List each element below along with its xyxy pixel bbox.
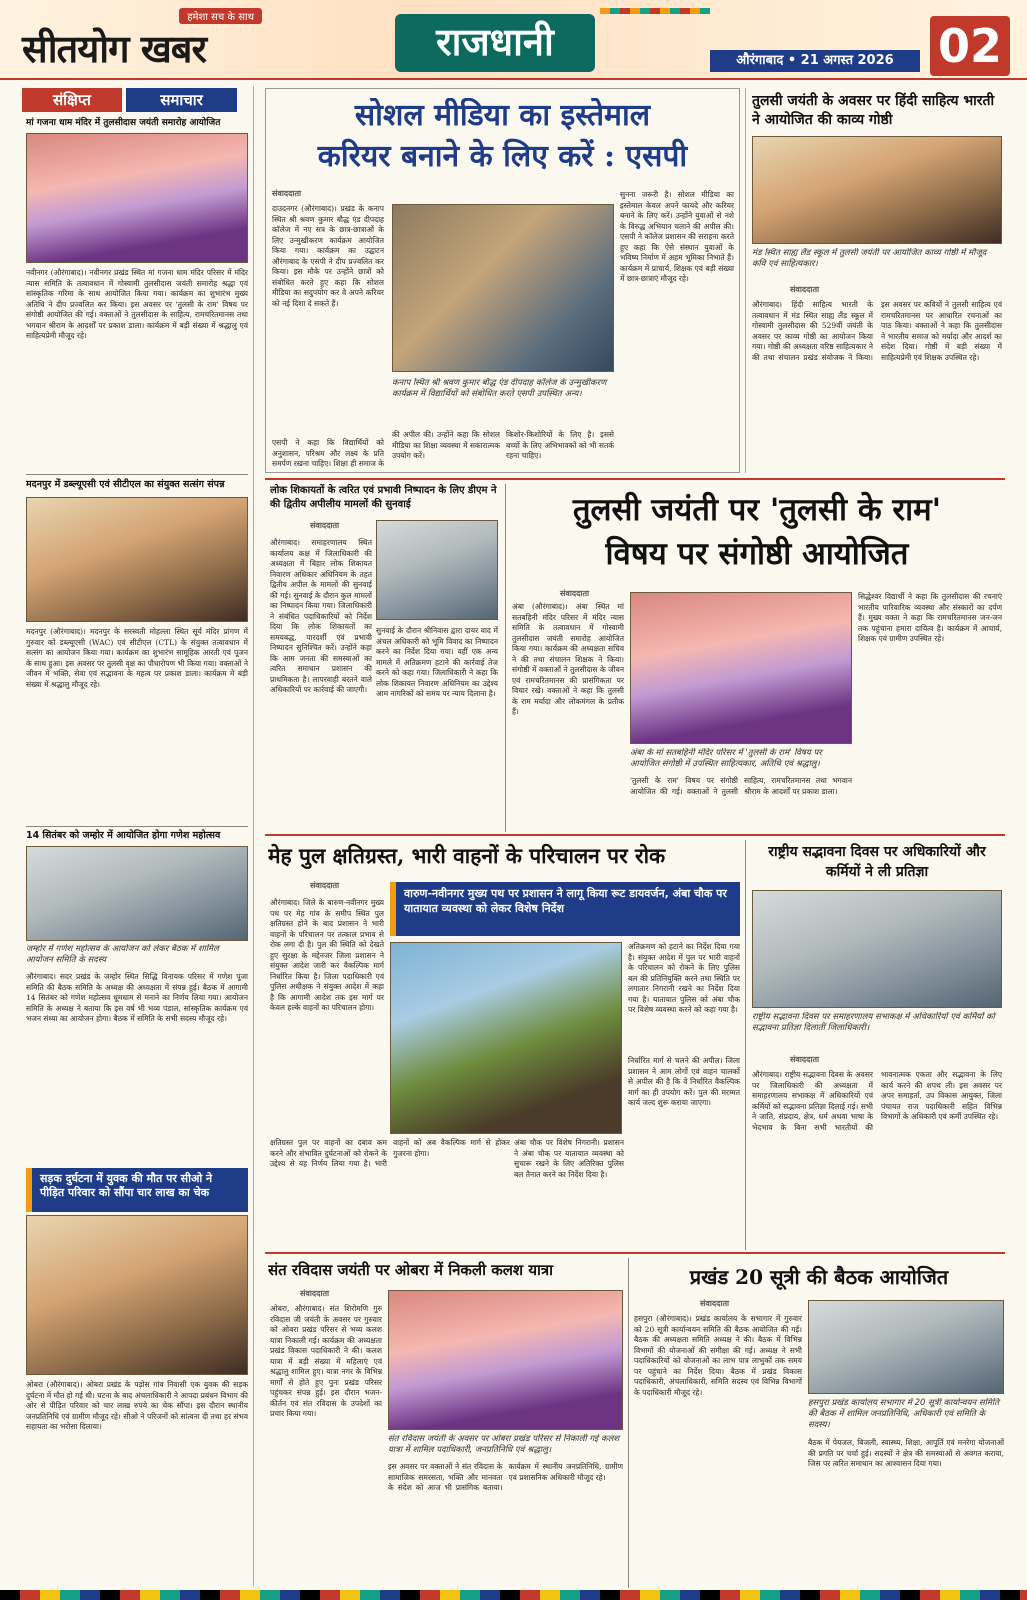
bridge-body-below2: अंबा चौक पर विशेष निगरानी। प्रशासन ने अंबा चौक पर यातायात व्यवस्था को सुचारू रखने के लिए अतिरिक्त पुलिस बल तैनात करने का निर्देश दिया है।	[514, 1138, 624, 1179]
sutri-photo	[808, 1300, 1004, 1394]
sutri-byline: संवाददाता	[700, 1299, 730, 1308]
sutri-headline: प्रखंड 20 सूत्री की बैठक आयोजित	[689, 1265, 949, 1289]
left-story3-headline: 14 सितंबर को जम्होर में आयोजित होगा गणेश महोत्सव	[26, 830, 221, 841]
sadbhav-photo	[752, 890, 1002, 1008]
ravidas-headline: संत रविदास जयंती पर ओबरा में निकली कलश यात्रा	[268, 1261, 554, 1279]
left-story2-photo	[26, 497, 248, 622]
tulsi-caption: अंबा के मां सतबहिनी मंदिर परिसर में 'तुलसी के राम' विषय पर आयोजित संगोष्ठी में उपस्थित साहित्यकार, अतिथि एवं श्रद्धालु।	[630, 748, 822, 769]
page-dateline: औरंगाबाद • 21 अगस्त 2026	[710, 50, 920, 72]
left-story4-photo	[26, 1215, 248, 1375]
kavya-headline: तुलसी जयंती के अवसर पर हिंदी साहित्य भारती ने आयोजित की काव्य गोष्ठी	[752, 93, 995, 128]
bridge-photo	[390, 942, 622, 1134]
section-divider	[265, 1252, 1005, 1254]
tulsi-byline: संवाददाता	[560, 589, 590, 598]
kavya-body: औरंगाबाद। हिंदी साहित्य भारती के तत्वावधान में मंड स्थित साह्य लैंड स्कूल में गोस्वामी तुलसीदास की 529वीं जयंती के अवसर पर काव्य गोष्ठी का आयोजन किया गया। गोष्ठी की अध्यक्षता वरिष्ठ साहित्यकार ने की तथा संचालन प्रखंड संयोजक ने किया। इस अवसर पर कवियों ने तुलसी साहित्य एवं रामचरितमानस पर आधारित रचनाओं का पाठ किया। वक्ताओं ने कहा कि तुलसीदास ने भारतीय समाज को मर्यादा और आदर्श का संदेश दिया। गोष्ठी में बड़ी संख्या में साहित्यप्रेमी एवं शिक्षक उपस्थित रहे।	[752, 300, 1002, 362]
tulsi-body-col3: सिद्धेश्वर विद्यार्थी ने कहा कि तुलसीदास की रचनाएं भारतीय पारिवारिक व्यवस्था और संस्कारों का दर्पण हैं। मुख्य वक्ता ने कहा कि रामचरितमानस जन-जन तक पहुंचाना हमारा दायित्व है। कार्यक्रम में आचार्य, शिक्षक एवं ग्रामीण उपस्थित रहे।	[858, 592, 1002, 643]
left-story2-headline: मदनपुर में डब्ल्यूएसी एवं सीटीएल का संयुक्त सत्संग संपन्न	[26, 479, 225, 490]
lead-photo-caption: कनाप स्थित श्री श्रवण कुमार बौद्ध एंड दीपदाह कॉलेज के उन्मुखीकरण कार्यक्रम में विद्यार्थियों को संबोधित करते एसपी उपस्थित अन्य।	[392, 378, 607, 399]
column-divider	[745, 840, 746, 1250]
kavya-caption: मंड स्थित साह्य लैंड स्कूल में तुलसी जयंती पर आयोजित काव्य गोष्ठी में मौजूद कवि एवं साहित्यकार।	[752, 248, 987, 269]
divider	[26, 826, 248, 827]
bridge-headline: मेह पुल क्षतिग्रस्त, भारी वाहनों के परिचालन पर रोक	[268, 843, 666, 868]
ravidas-caption: संत रविदास जयंती के अवसर पर ओबरा प्रखंड परिसर से निकाली गई कलश यात्रा में शामिल पदाधिकारी, जनप्रतिनिधि एवं श्रद्धालु।	[388, 1434, 620, 1455]
sadbhav-byline: संवाददाता	[790, 1055, 820, 1064]
section-divider	[265, 834, 1005, 836]
lead-byline: संवाददाता	[272, 189, 302, 198]
bridge-body-col1: औरंगाबाद। जिले के बारुण-नवीनगर मुख्य पथ पर मेह गांव के समीप स्थित पुल क्षतिग्रस्त होने के बाद प्रशासन ने भारी वाहनों के परिचालन पर तत्काल प्रभाव से रोक लगा दी है। पुल की स्थिति को देखते हुए सुरक्षा के मद्देनजर जिला प्रशासन ने संयुक्त आदेश जारी कर वैकल्पिक मार्ग निर्धारित किया है। जिला पदाधिकारी एवं पुलिस अधीक्षक ने संयुक्त आदेश में कहा है कि आगामी आदेश तक इस मार्ग पर केवल हल्के वाहनों का परिचालन होगा।	[270, 898, 384, 1012]
lead-body-col3: सुनना जरूरी है। सोशल मीडिया का इस्तेमाल केवल अपने फायदे और करियर बनाने के लिए करें। उन्होंने युवाओं से नशे के विरुद्ध अभियान चलाने की अपील की। एसपी ने कॉलेज प्रशासन की सराहना करते हुए कहा कि ऐसे संस्थान युवाओं के भविष्य निर्माण में अहम भूमिका निभाते हैं। कार्यक्रम में प्राचार्य, शिक्षक एवं बड़ी संख्या में छात्र-छात्राएं मौजूद रहे।	[620, 190, 734, 283]
tulsi-photo	[630, 592, 852, 744]
left-story1-photo	[26, 133, 248, 263]
ravidas-body-col1: ओबरा, औरंगाबाद। संत शिरोमणि गुरु रविदास जी जयंती के अवसर पर गुरुवार को ओबरा प्रखंड परिसर से भव्य कलश यात्रा निकाली गई। कार्यक्रम की अध्यक्षता प्रखंड विकास पदाधिकारी ने की। कलश यात्रा में बड़ी संख्या में महिलाएं एवं श्रद्धालु शामिल हुए। यात्रा नगर के विभिन्न मार्गों से होते हुए पुनः प्रखंड परिसर पहुंचकर संपन्न हुई। इस दौरान भजन-कीर्तन एवं संत रविदास के उपदेशों का प्रचार किया गया।	[270, 1304, 382, 1418]
sutri-body: हसपुरा (औरंगाबाद)। प्रखंड कार्यालय के सभागार में गुरुवार को 20 सूत्री कार्यान्वयन समिति की बैठक आयोजित की गई। बैठक की अध्यक्षता समिति अध्यक्ष ने की। बैठक में विभिन्न विभागों की योजनाओं की समीक्षा की गई। अध्यक्ष ने सभी पदाधिकारियों को योजनाओं का लाभ पात्र लाभुकों तक समय पर पहुंचाने का निर्देश दिया। बैठक में प्रखंड विकास पदाधिकारी, अंचलाधिकारी, समिति सदस्य एवं विभिन्न विभागों के पदाधिकारी मौजूद रहे।	[634, 1314, 802, 1397]
ravidas-photo	[388, 1290, 623, 1430]
section-divider	[265, 478, 1005, 480]
lead-headline-line2: करियर बनाने के लिए करें : एसपी	[317, 139, 688, 174]
sadbhav-caption: राष्ट्रीय सद्भावना दिवस पर समाहरणालय सभाकक्ष में अधिकारियों एवं कर्मियों को सद्भावना प्रतिज्ञा दिलातीं जिलाधिकारी।	[752, 1012, 995, 1033]
lok-body2: सुनवाई के दौरान श्रीनिवास द्वारा दायर वाद में अंचल अधिकारी को भूमि विवाद का निष्पादन करने का निर्देश दिया गया। वहीं एक अन्य मामले में अतिक्रमण हटाने की कार्रवाई तेज करने को कहा गया। जिलाधिकारी ने कहा कि लोक शिकायत निवारण अधिनियम का उद्देश्य आम नागरिकों को समय पर न्याय दिलाना है।	[376, 626, 498, 698]
sutri-caption: हसपुरा प्रखंड कार्यालय सभागार में 20 सूत्री कार्यान्वयन समिति की बैठक में शामिल जनप्रतिनिधि, अधिकारी एवं समिति के सदस्य।	[808, 1398, 1000, 1430]
left-story1-headline: मां गजना धाम मंदिर में तुलसीदास जयंती समारोह आयोजित	[26, 118, 221, 128]
lok-body: औरंगाबाद। समाहरणालय स्थित कार्यालय कक्ष में जिलाधिकारी की अध्यक्षता में बिहार लोक शिकायत निवारण अधिकार अधिनियम के तहत द्वितीय अपील के मामलों की सुनवाई की गई। सुनवाई के दौरान कुल मामलों का निष्पादन किया गया। जिलाधिकारी ने संबंधित पदाधिकारियों को निर्देश दिया कि लोक शिकायतों का समयबद्ध, पारदर्शी एवं प्रभावी निष्पादन सुनिश्चित करें। उन्होंने कहा कि आम जनता की समस्याओं का त्वरित समाधान प्रशासन की प्राथमिकता है। लापरवाही बरतने वाले अधिकारियों पर कार्रवाई की जाएगी।	[270, 538, 372, 694]
sutri-body2: बैठक में पेयजल, बिजली, स्वास्थ्य, शिक्षा, आपूर्ति एवं मनरेगा योजनाओं की प्रगति पर चर्चा हुई। सदस्यों ने क्षेत्र की समस्याओं से अवगत कराया, जिस पर त्वरित समाधान का आश्वासन दिया गया।	[808, 1438, 1004, 1468]
brand-tagline: हमेशा सच के साथ	[179, 8, 262, 24]
lead-body-below-left: की अपील की। उन्होंने कहा कि सोशल मीडिया का शिक्षा व्यवस्था में सकारात्मक उपयोग करें।	[392, 430, 500, 460]
tulsi-headline-line1: तुलसी जयंती पर 'तुलसी के राम'	[572, 492, 942, 528]
bridge-body-col3: अतिक्रमण को हटाने का निर्देश दिया गया है। संयुक्त आदेश में पुल पर भारी वाहनों के परिचालन को रोकने के लिए पुलिस बल की प्रतिनियुक्ति करने तथा स्थिति पर लगातार निगरानी रखने का निर्देश दिया गया है। यातायात पुलिस को अंबा चौक पर विशेष व्यवस्था करने को कहा गया है।	[628, 942, 740, 1014]
lead-body-below-right: किशोर-किशोरियों के लिए है। इससे बच्चों के लिए अभिभावकों को भी सतर्क रहना चाहिए।	[506, 430, 614, 460]
page-number: 02	[930, 16, 1010, 76]
column-divider	[628, 1258, 629, 1588]
kavya-byline: संवाददाता	[790, 285, 820, 294]
lead-headline-line1: सोशल मीडिया का इस्तेमाल	[354, 98, 651, 133]
left-story4-body: ओबरा (औरंगाबाद)। ओबरा प्रखंड के पड़ोस गांव निवासी एक युवक की सड़क दुर्घटना में मौत हो गई थी। घटना के बाद अंचलाधिकारी ने आपदा प्रबंधन विभाग की ओर से पीड़ित परिवार को चार लाख रुपये का चेक सौंपा। इस दौरान स्थानीय जनप्रतिनिधि एवं ग्रामीण मौजूद रहे। सीओ ने परिजनों को सांत्वना दी तथा हर संभव सहायता का भरोसा दिलाया।	[26, 1380, 248, 1431]
left-story3-photo	[26, 846, 248, 941]
lead-photo	[392, 204, 614, 372]
lok-photo	[376, 520, 498, 620]
left-story4-headline: सड़क दुर्घटना में युवक की मौत पर सीओ ने पीड़ित परिवार को सौंपा चार लाख का चेक	[26, 1168, 248, 1212]
tulsi-body-below: 'तुलसी के राम' विषय पर संगोष्ठी आयोजित की गई। वक्ताओं ने तुलसी साहित्य, रामचरितमानस तथा भगवान श्रीराम के आदर्शों पर प्रकाश डाला।	[630, 776, 852, 796]
footer-color-strip	[0, 1590, 1027, 1600]
bridge-deck: वारुण-नवीनगर मुख्य पथ पर प्रशासन ने लागू किया रूट डायवर्जन, अंबा चौक पर यातायात व्यवस्था को लेकर विशेष निर्देश	[390, 882, 740, 936]
ravidas-body-below: इस अवसर पर वक्ताओं ने संत रविदास के सामाजिक समरसता, भक्ति और मानवता के संदेश को आज भी प्रासंगिक बताया। कार्यक्रम में स्थानीय जनप्रतिनिधि, ग्रामीण एवं प्रशासनिक अधिकारी मौजूद रहे।	[388, 1462, 623, 1492]
bridge-byline: संवाददाता	[310, 881, 340, 890]
bridge-body-col3b: निर्धारित मार्ग से चलने की अपील। जिला प्रशासन ने आम लोगों एवं वाहन चालकों से अपील की है कि वे निर्धारित वैकल्पिक मार्ग का ही उपयोग करें। पुल की मरम्मत कार्य जल्द शुरू कराया जाएगा।	[628, 1056, 740, 1107]
brand-name: सीतयोग खबर	[22, 26, 207, 71]
column-divider	[505, 484, 506, 832]
bridge-body-below: क्षतिग्रस्त पुल पर वाहनों का दबाव कम करने और संभावित दुर्घटनाओं को रोकने के उद्देश्य से यह निर्णय लिया गया है। भारी वाहनों को अब वैकल्पिक मार्ग से होकर गुजरना होगा।	[270, 1138, 510, 1168]
decorative-strip	[600, 8, 710, 14]
sadbhav-body: औरंगाबाद। राष्ट्रीय सद्भावना दिवस के अवसर पर जिलाधिकारी की अध्यक्षता में समाहरणालय सभाकक्ष में अधिकारियों एवं कर्मियों को सद्भावना प्रतिज्ञा दिलाई गई। सभी ने जाति, संप्रदाय, क्षेत्र, धर्म अथवा भाषा के भेदभाव के बिना सभी भारतीयों की भावनात्मक एकता और सद्भावना के लिए कार्य करने की शपथ ली। इस अवसर पर अपर समाहर्ता, उप विकास आयुक्त, जिला पंचायत राज पदाधिकारी सहित विभिन्न विभागों के अधिकारी एवं कर्मी उपस्थित रहे।	[752, 1070, 1002, 1132]
brand-logo	[22, 8, 262, 74]
section-title: राजधानी	[395, 14, 595, 72]
lead-body-col1: दाउदनगर (औरंगाबाद)। प्रखंड के कनाप स्थित श्री श्रवण कुमार बौद्ध एंड दीपदाह कॉलेज में नए सत्र के छात्र-छात्राओं के लिए उन्मुखीकरण कार्यक्रम आयोजित किया गया। कार्यक्रम का उद्घाटन औरंगाबाद के एसपी ने दीप प्रज्वलित कर किया। इस मौके पर उन्होंने छात्रों को संबोधित करते हुए कहा कि सोशल मीडिया का सदुपयोग कर वे अपने करियर को नई दिशा दे सकते हैं।	[272, 204, 384, 308]
left-story3-body: औरंगाबाद। सदर प्रखंड के जम्होर स्थित सिद्धि विनायक परिसर में गणेश पूजा समिति की बैठक समिति के अध्यक्ष की अध्यक्षता में संपन्न हुई। बैठक में आगामी 14 सितंबर को गणेश महोत्सव धूमधाम से मनाने का निर्णय लिया गया। आयोजन समिति के अध्यक्ष ने बताया कि इस वर्ष भी भव्य पंडाल, सांस्कृतिक कार्यक्रम एवं भजन संध्या का आयोजन होगा। बैठक में समिति के सभी सदस्य मौजूद रहे।	[26, 972, 248, 1023]
kavya-photo	[752, 136, 1002, 244]
lok-byline: संवाददाता	[310, 521, 340, 530]
left-story1-body: नवीनगर (औरंगाबाद)। नवीनगर प्रखंड स्थित मां गजना धाम मंदिर परिसर में मंदिर न्यास समिति के तत्वावधान में गोस्वामी तुलसीदास जयंती समारोह श्रद्धा एवं सांस्कृतिक गरिमा के साथ आयोजित किया गया। कार्यक्रम का शुभारंभ मुख्य अतिथि ने दीप प्रज्वलित कर किया। इस अवसर पर 'तुलसी के राम' विषय पर संगोष्ठी आयोजित की गई। वक्ताओं ने तुलसीदास के साहित्य, रामचरितमानस तथा भगवान श्रीराम के आदर्शों पर प्रकाश डाला। कार्यक्रम में बड़ी संख्या में श्रद्धालु एवं साहित्यप्रेमी मौजूद रहे।	[26, 268, 248, 340]
lok-headline: लोक शिकायतों के त्वरित एवं प्रभावी निष्पादन के लिए डीएम ने की द्वितीय अपीलीय मामलों की सुनवाई	[270, 485, 497, 510]
brief-label-b: समाचार	[126, 88, 237, 112]
brief-label-a: संक्षिप्त	[22, 88, 122, 112]
divider	[26, 474, 248, 475]
brief-banner	[22, 88, 237, 112]
ravidas-byline: संवाददाता	[300, 1289, 330, 1298]
tulsi-headline-line2: विषय पर संगोष्ठी आयोजित	[605, 536, 909, 572]
left-story3-caption: जम्होर में गणेश महोत्सव के आयोजन को लेकर बैठक में शामिल आयोजन समिति के सदस्य	[26, 944, 219, 965]
sadbhav-headline: राष्ट्रीय सद्भावना दिवस पर अधिकारियों और कर्मियों ने ली प्रतिज्ञा	[768, 844, 986, 880]
left-story2-body: मदनपुर (औरंगाबाद)। मदनपुर के सरस्वती मोहल्ला स्थित सूर्य मंदिर प्रांगण में गुरुवार को डब्ल्यूएसी (WAC) एवं सीटीएल (CTL) के संयुक्त तत्वावधान में सत्संग का आयोजन किया गया। कार्यक्रम का शुभारंभ सामूहिक आरती एवं पूजन के साथ हुआ। इस अवसर पर तुलसी वृक्ष का पौधारोपण भी किया गया। वक्ताओं ने जीवन में भक्ति, सेवा एवं सद्भावना के महत्व पर प्रकाश डाला। कार्यक्रम में बड़ी संख्या में श्रद्धालु मौजूद रहे।	[26, 627, 248, 689]
tulsi-body-col1: अंबा (औरंगाबाद)। अंबा स्थित मां सतबहिनी मंदिर परिसर में मंदिर न्यास समिति के तत्वावधान में गोस्वामी तुलसीदास जयंती समारोह आयोजित किया गया। कार्यक्रम की अध्यक्षता सचिव ने की तथा संचालन शिक्षक ने किया। संगोष्ठी में वक्ताओं ने तुलसीदास के जीवन एवं रामचरितमानस की प्रासंगिकता पर विचार रखे। वक्ताओं ने कहा कि तुलसी के राम मर्यादा और लोकमंगल के प्रतीक हैं।	[512, 602, 624, 716]
lead-body-col2: एसपी ने कहा कि विद्यार्थियों को अनुशासन, परिश्रम और लक्ष्य के प्रति समर्पण रखना चाहिए। शिक्षा ही समाज के	[272, 438, 384, 468]
